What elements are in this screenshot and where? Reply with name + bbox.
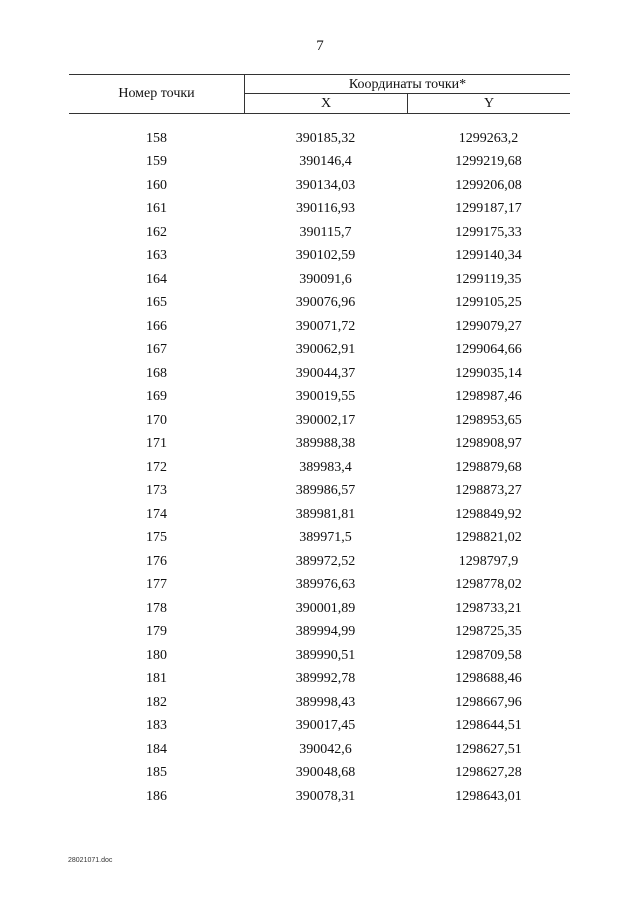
x-coordinate-cell: 389971,5 — [299, 530, 352, 546]
table-row — [69, 668, 570, 692]
point-number-cell: 166 — [146, 318, 167, 334]
x-coordinate-cell: 390002,17 — [295, 412, 356, 428]
point-number-cell: 165 — [146, 295, 167, 311]
point-number-cell: 162 — [146, 224, 167, 240]
x-coordinate-cell: 389981,81 — [295, 506, 356, 522]
x-coordinate-cell: 390042,6 — [299, 741, 352, 757]
table-row — [69, 221, 570, 245]
point-number-cell: 167 — [146, 342, 167, 358]
y-coordinate-cell: 1298627,51 — [455, 741, 522, 757]
point-number-cell: 184 — [146, 741, 167, 757]
x-coordinate-cell: 389983,4 — [299, 459, 352, 475]
y-coordinate-cell: 1298667,96 — [455, 694, 522, 710]
table-row — [69, 151, 570, 175]
point-number-cell: 168 — [146, 365, 167, 381]
y-coordinate-cell: 1298849,92 — [455, 506, 522, 522]
x-coordinate-cell: 390048,68 — [295, 765, 356, 781]
x-coordinate-cell: 389990,51 — [295, 647, 356, 663]
table-row — [69, 527, 570, 551]
point-number-cell: 171 — [146, 436, 167, 452]
point-number-cell: 172 — [146, 459, 167, 475]
table-row — [69, 292, 570, 316]
point-number-cell: 185 — [146, 765, 167, 781]
table-row — [69, 550, 570, 574]
table-header — [69, 74, 570, 114]
header-point-number: Номер точки — [118, 86, 195, 101]
point-number-cell: 186 — [146, 788, 167, 804]
y-coordinate-cell: 1298778,02 — [455, 577, 522, 593]
y-coordinate-cell: 1298908,97 — [455, 436, 522, 452]
point-number-cell: 178 — [146, 600, 167, 616]
table-row — [69, 597, 570, 621]
x-coordinate-cell: 390071,72 — [295, 318, 356, 334]
x-coordinate-cell: 390044,37 — [295, 365, 356, 381]
table-row — [69, 174, 570, 198]
point-number-cell: 164 — [146, 271, 167, 287]
point-number-cell: 175 — [146, 530, 167, 546]
point-number-cell: 170 — [146, 412, 167, 428]
page-number: 7 — [316, 38, 324, 54]
x-coordinate-cell: 390017,45 — [295, 718, 356, 734]
y-coordinate-cell: 1299119,35 — [455, 271, 522, 287]
point-number-cell: 161 — [146, 201, 167, 217]
x-coordinate-cell: 390115,7 — [299, 224, 352, 240]
y-coordinate-cell: 1299140,34 — [455, 248, 522, 264]
header-x: X — [245, 94, 408, 113]
point-number-cell: 163 — [146, 248, 167, 264]
y-coordinate-cell: 1299105,25 — [455, 295, 522, 311]
point-number-cell: 183 — [146, 718, 167, 734]
table-row — [69, 386, 570, 410]
table-row — [69, 198, 570, 222]
x-coordinate-cell: 390146,4 — [299, 154, 352, 170]
table-row — [69, 339, 570, 363]
point-number-cell: 159 — [146, 154, 167, 170]
x-coordinate-cell: 389986,57 — [295, 483, 356, 499]
header-coordinates-sub — [245, 94, 570, 113]
table-row — [69, 456, 570, 480]
x-coordinate-cell: 389976,63 — [295, 577, 356, 593]
table-row — [69, 245, 570, 269]
x-coordinate-cell: 390078,31 — [295, 788, 356, 804]
table-row — [69, 644, 570, 668]
table-row — [69, 503, 570, 527]
y-coordinate-cell: 1299175,33 — [455, 224, 522, 240]
header-y: Y — [483, 96, 495, 111]
x-coordinate-cell: 390062,91 — [295, 342, 356, 358]
y-coordinate-cell: 1298797,9 — [458, 553, 519, 569]
x-coordinate-cell: 389988,38 — [295, 436, 356, 452]
table-row — [69, 738, 570, 762]
table-row — [69, 762, 570, 786]
y-coordinate-cell: 1299219,68 — [455, 154, 522, 170]
y-coordinate-cell: 1298709,58 — [455, 647, 522, 663]
y-coordinate-cell: 1298725,35 — [455, 624, 522, 640]
table-row — [69, 715, 570, 739]
point-number-cell: 174 — [146, 506, 167, 522]
point-number-cell: 181 — [146, 671, 167, 687]
table-row — [69, 785, 570, 809]
x-coordinate-cell: 389998,43 — [295, 694, 356, 710]
point-number-cell: 179 — [146, 624, 167, 640]
footer-filename: 28021071.doc — [68, 857, 113, 864]
y-coordinate-cell: 1298987,46 — [455, 389, 522, 405]
y-coordinate-cell: 1298643,01 — [455, 788, 522, 804]
table-row — [69, 127, 570, 151]
table-row — [69, 480, 570, 504]
x-coordinate-cell: 389994,99 — [295, 624, 356, 640]
header-coordinates-group — [244, 75, 570, 113]
table-body — [69, 127, 570, 809]
point-number-cell: 176 — [146, 553, 167, 569]
x-coordinate-cell: 390001,89 — [295, 600, 356, 616]
table-row — [69, 691, 570, 715]
table-row — [69, 315, 570, 339]
y-coordinate-cell: 1298821,02 — [455, 530, 522, 546]
y-coordinate-cell: 1298688,46 — [455, 671, 522, 687]
table-row — [69, 362, 570, 386]
y-coordinate-cell: 1299064,66 — [455, 342, 522, 358]
y-coordinate-cell: 1298627,28 — [455, 765, 522, 781]
y-coordinate-cell: 1299206,08 — [455, 177, 522, 193]
y-coordinate-cell: 1299263,2 — [458, 130, 519, 146]
y-coordinate-cell: 1298873,27 — [455, 483, 522, 499]
y-coordinate-cell: 1299079,27 — [455, 318, 522, 334]
table-row — [69, 621, 570, 645]
point-number-cell: 180 — [146, 647, 167, 663]
x-coordinate-cell: 390076,96 — [295, 295, 356, 311]
x-coordinate-cell: 390134,03 — [295, 177, 356, 193]
point-number-cell: 160 — [146, 177, 167, 193]
x-coordinate-cell: 390185,32 — [295, 130, 356, 146]
point-number-cell: 158 — [146, 130, 167, 146]
x-coordinate-cell: 390019,55 — [295, 389, 356, 405]
x-coordinate-cell: 390116,93 — [296, 201, 355, 217]
y-coordinate-cell: 1298953,65 — [455, 412, 522, 428]
table-row — [69, 409, 570, 433]
x-coordinate-cell: 390091,6 — [299, 271, 352, 287]
x-coordinate-cell: 389992,78 — [295, 671, 356, 687]
x-coordinate-cell: 389972,52 — [295, 553, 356, 569]
point-number-cell: 177 — [146, 577, 167, 593]
table-row — [69, 268, 570, 292]
y-coordinate-cell: 1299035,14 — [455, 365, 522, 381]
table-row — [69, 574, 570, 598]
point-number-cell: 173 — [146, 483, 167, 499]
y-coordinate-cell: 1299187,17 — [455, 201, 522, 217]
x-coordinate-cell: 390102,59 — [295, 248, 356, 264]
y-coordinate-cell: 1298644,51 — [455, 718, 522, 734]
y-coordinate-cell: 1298879,68 — [455, 459, 522, 475]
table-row — [69, 433, 570, 457]
point-number-cell: 169 — [146, 389, 167, 405]
y-coordinate-cell: 1298733,21 — [455, 600, 522, 616]
point-number-cell: 182 — [146, 694, 167, 710]
header-coordinates: Координаты точки* — [245, 75, 570, 94]
